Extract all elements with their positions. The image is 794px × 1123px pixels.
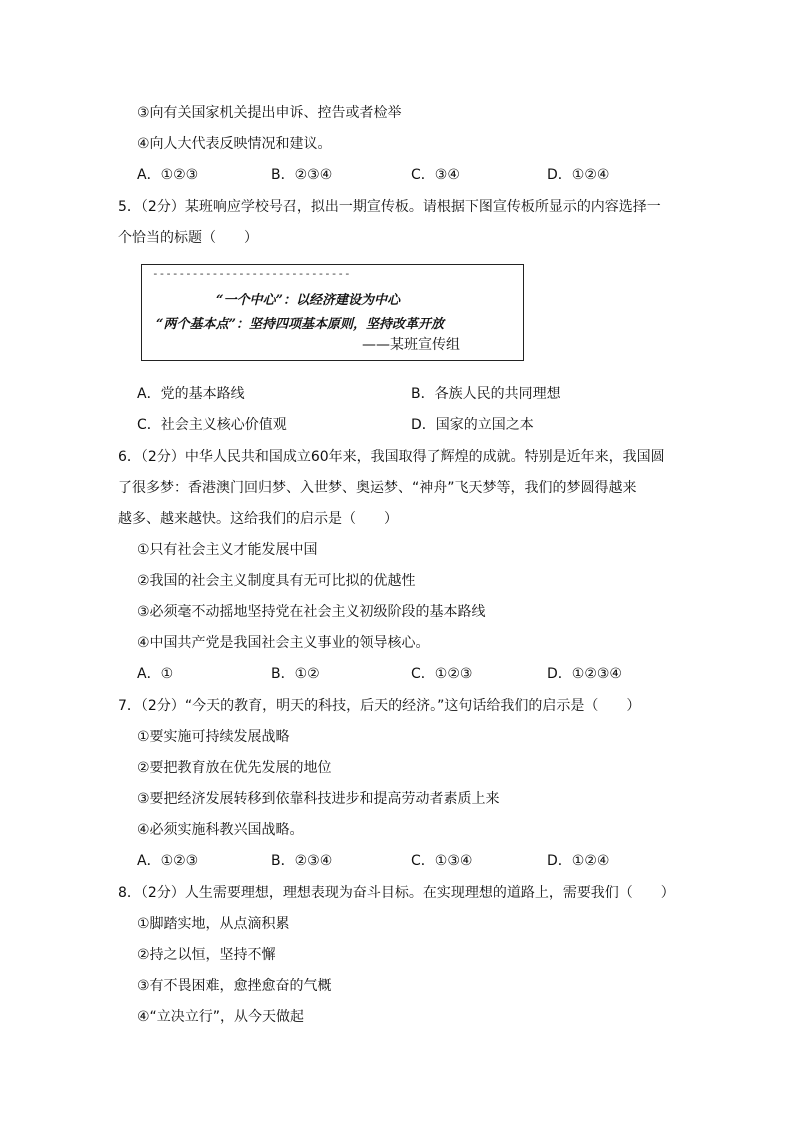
q7-option-a: A．①②③	[137, 853, 199, 869]
q6-item-4: ④中国共产党是我国社会主义事业的领导核心。	[137, 635, 430, 651]
q7-item-4: ④必须实施科教兴国战略。	[137, 822, 304, 838]
q4-option-c: C．③④	[411, 167, 460, 183]
q7-option-d: D．①②④	[547, 853, 610, 869]
q5-options-row-1	[137, 385, 697, 403]
q7-item-3: ③要把经济发展转移到依靠科技进步和提高劳动者素质上来	[137, 791, 500, 807]
board-signature: ——某班宣传组	[362, 337, 460, 353]
q8-item-4: ④“立决立行”，从今天做起	[137, 1009, 305, 1025]
q4-item-4: ④向人大代表反映情况和建议。	[137, 136, 332, 152]
q7-options	[137, 852, 697, 870]
q7-item-2: ②要把教育放在优先发展的地位	[137, 760, 332, 776]
q5-bulletin-board	[141, 264, 524, 361]
q6-options	[137, 665, 697, 683]
q8-stem-line-1: 8．（2分）人生需要理想，理想表现为奋斗目标。在实现理想的道路上，需要我们（ ）	[118, 885, 675, 901]
q7-option-b: B．②③④	[271, 853, 333, 869]
q6-option-d: D．①②③④	[547, 666, 622, 682]
q4-options	[137, 166, 697, 184]
board-dashes: ------------------------------	[152, 267, 351, 280]
q7-stem-line-1: 7．（2分）“今天的教育，明天的科技，后天的经济。”这句话给我们的启示是（ ）	[118, 698, 641, 714]
q4-option-a: A．①②③	[137, 167, 199, 183]
q5-stem-line-2: 个恰当的标题（ ）	[118, 230, 258, 246]
q4-option-d: D．①②④	[547, 167, 610, 183]
board-line-1: “一个中心”：以经济建设为中心	[216, 293, 400, 308]
q7-option-c: C．①③④	[411, 853, 473, 869]
q5-option-c: C．社会主义核心价值观	[137, 417, 287, 433]
q6-item-3: ③必须毫不动摇地坚持党在社会主义初级阶段的基本路线	[137, 604, 486, 620]
q7-item-1: ①要实施可持续发展战略	[137, 729, 290, 745]
q8-item-1: ①脚踏实地，从点滴积累	[137, 916, 290, 932]
q8-item-3: ③有不畏困难，愈挫愈奋的气概	[137, 978, 332, 994]
q6-stem-line-3: 越多、越来越快。这给我们的启示是（ ）	[118, 511, 398, 527]
q4-option-b: B．②③④	[271, 167, 333, 183]
q6-stem-line-1: 6．（2分）中华人民共和国成立60年来，我国取得了辉煌的成就。特别是近年来，我国圆	[118, 449, 665, 465]
q6-option-b: B．①②	[271, 666, 320, 682]
q5-options-row-2	[137, 416, 697, 434]
q6-item-2: ②我国的社会主义制度具有无可比拟的优越性	[137, 573, 416, 589]
q6-stem-line-2: 了很多梦：香港澳门回归梦、入世梦、奥运梦、“神舟”飞天梦等，我们的梦圆得越来	[118, 480, 637, 496]
q5-option-b: B．各族人民的共同理想	[411, 386, 561, 402]
q5-option-d: D．国家的立国之本	[411, 417, 534, 433]
q6-option-a: A．①	[137, 666, 174, 682]
board-line-2: “两个基本点”：坚持四项基本原则，坚持改革开放	[156, 317, 444, 332]
q5-option-a: A．党的基本路线	[137, 386, 245, 402]
q6-item-1: ①只有社会主义才能发展中国	[137, 542, 318, 558]
q8-item-2: ②持之以恒，坚持不懈	[137, 947, 276, 963]
q5-stem-line-1: 5．（2分）某班响应学校号召，拟出一期宣传板。请根据下图宣传板所显示的内容选择一	[118, 199, 661, 215]
q4-item-3: ③向有关国家机关提出申诉、控告或者检举	[137, 105, 402, 121]
q6-option-c: C．①②③	[411, 666, 473, 682]
